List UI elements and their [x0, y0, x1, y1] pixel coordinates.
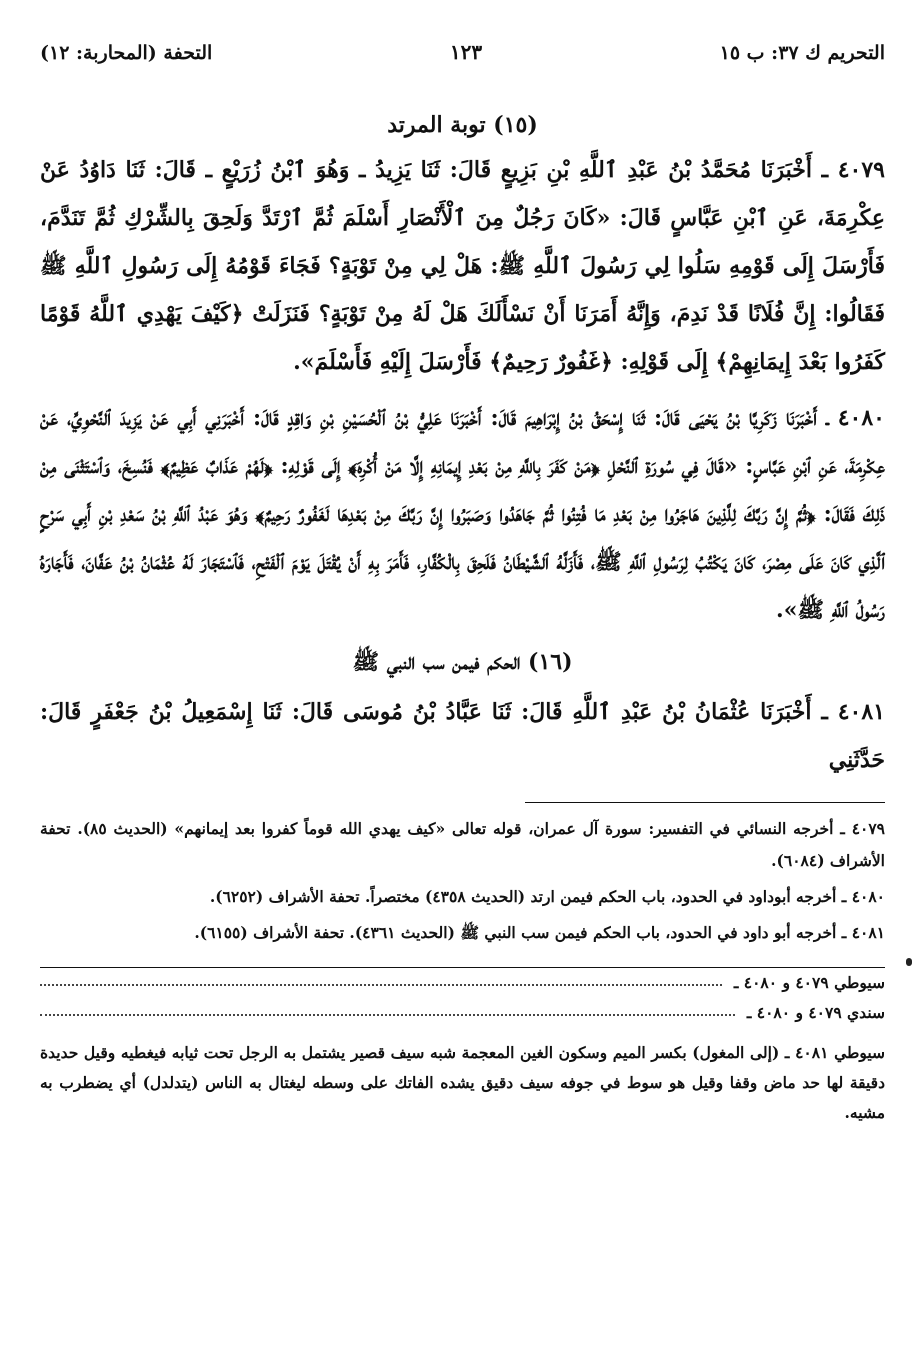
hadith-text: ٤٠٨٠ ـ أَخْبَرَنَا زَكَرِيَّا بْنُ يَحْيَى قَالَ: ثَنَا إِسْحَقُ بْنُ إِبْرَاهِيمَ قَالَ: أَخْبَرَنَا عَلِيُّ بْنُ ٱلْحُسَيْنِ بْنِ وَاقِدٍ قَالَ: أَخْبَرَنِي أَبِي عَنْ يَزِيدَ ٱلنَّحْوِيِّ، عَنْ عِكْرِمَةَ، عَنِ ٱبْنِ عَبَّاسٍ: «قَالَ فِي سُورَةِ ٱلنَّحْلِ ﴿مَنْ كَفَرَ بِاللَّهِ مِنْ بَعْدِ إِيمَانِهِ إِلَّا مَنْ أُكْرِهَ﴾ إِلَى قَوْلِهِ: ﴿لَهُمْ عَذَابٌ عَظِيمٌ﴾ فَنُسِخَ، وَٱسْتَثْنَى مِنْ ذَلِكَ فَقَالَ: ﴿ثُمَّ إِنَّ رَبَّكَ لِلَّذِينَ هَاجَرُوا مِنْ بَعْدِ مَا فُتِنُوا ثُمَّ جَاهَدُوا وَصَبَرُوا إِنَّ رَبَّكَ مِنْ بَعْدِهَا لَغَفُورٌ رَحِيمٌ﴾ وَهُوَ عَبْدُ ٱللَّهِ بْنُ سَعْدِ بْنِ أَبِي سَرْحٍ ٱلَّذِي كَانَ عَلَى مِصْرَ، كَانَ يَكْتُبُ لِرَسُولِ ٱللَّهِ ﷺ، فَأَزَلَّهُ ٱلشَّيْطَانُ فَلَحِقَ بِالْكُفَّارِ، فَأَمَرَ بِهِ أَنْ يُقْتَلَ يَوْمَ ٱلْفَتْحِ، فَٱسْتَجَارَ لَهُ عُثْمَانُ بْنُ عَفَّانَ، فَأَجَارَهُ رَسُولُ ٱللَّهِ ﷺ».: [40, 405, 885, 623]
commentary-ref: [40, 968, 885, 998]
margin-mark: [906, 958, 912, 966]
page-header: [40, 40, 885, 74]
dotted-leader: [40, 968, 722, 986]
header-chapter-ref: التحريم ك ٣٧: ب ١٥: [719, 42, 885, 64]
commentary-note: سيوطي ٤٠٨١ ـ (إلى المغول) بكسر الميم وسكون الغين المعجمة شبه سيف قصير يشتمل به الرجل تحت ثيابه فيغطيه وقيل حديدة دقيقة لها حد ماض وقفا وقيل هو سوط في جوفه سيف دقيق يشده الفاتك على وسطه ليغتال به الناس (يتدلدل) أي يضطرب به مشيه.: [40, 1043, 885, 1122]
hadith-text: ٤٠٧٩ ـ أَخْبَرَنَا مُحَمَّدُ بْنُ عَبْدِ ٱللَّهِ بْنِ بَزِيعٍ قَالَ: ثَنَا يَزِيدُ ـ وَهُوَ ٱبْنُ زُرَيْعٍ ـ قَالَ: ثَنَا دَاوُدُ عَنْ عِكْرِمَةَ، عَنِ ٱبْنِ عَبَّاسٍ قَالَ: «كَانَ رَجُلٌ مِنَ ٱلْأَنْصَارِ أَسْلَمَ ثُمَّ ٱرْتَدَّ وَلَحِقَ بِالشِّرْكِ ثُمَّ تَنَدَّمَ، فَأَرْسَلَ إِلَى قَوْمِهِ سَلُوا لِي رَسُولَ ٱللَّهِ ﷺ: هَلْ لِي مِنْ تَوْبَةٍ؟ فَجَاءَ قَوْمُهُ إِلَى رَسُولِ ٱللَّهِ ﷺ فَقَالُوا: إِنَّ فُلَانًا قَدْ نَدِمَ، وَإِنَّهُ أَمَرَنَا أَنْ نَسْأَلَكَ هَلْ لَهُ مِنْ تَوْبَةٍ؟ فَنَزَلَتْ ﴿كَيْفَ يَهْدِي ٱللَّهُ قَوْمًا كَفَرُوا بَعْدَ إِيمَانِهِمْ﴾ إِلَى قَوْلِهِ: ﴿غَفُورٌ رَحِيمٌ﴾ فَأَرْسَلَ إِلَيْهِ فَأَسْلَمَ».: [40, 157, 885, 375]
section-title: (١٦) الحكم فيمن سب النبي ﷺ: [352, 649, 573, 675]
commentary-ref: [40, 998, 885, 1028]
commentary-ref-label: سيوطي ٤٠٧٩ و ٤٠٨٠ ـ: [733, 973, 885, 992]
section-title: (١٥) توبة المرتد: [387, 112, 538, 138]
footnotes: [40, 813, 885, 949]
book-page: [40, 40, 885, 1144]
footnote: ٤٠٧٩ ـ أخرجه النسائي في التفسير: سورة آل عمران، قوله تعالى «كيف يهدي الله قوماً كفروا بعد إيمانهم» (الحديث ٨٥). تحفة الأشراف (٦٠٨٤).: [40, 819, 885, 870]
header-tuhfa-ref: التحفة (المحاربة: ١٢): [40, 42, 213, 64]
footnote: ٤٠٨١ ـ أخرجه أبو داود في الحدود، باب الحكم فيمن سب النبي ﷺ (الحديث ٤٣٦١). تحفة الأشراف (٦١٥٥).: [194, 923, 885, 942]
footnote: ٤٠٨٠ ـ أخرجه أبوداود في الحدود، باب الحكم فيمن ارتد (الحديث ٤٣٥٨) مختصراً. تحفة الأشراف (٦٢٥٢).: [209, 887, 885, 906]
footnote-divider: [525, 802, 885, 803]
dotted-leader: [40, 998, 735, 1016]
commentary-ref-label: سندي ٤٠٧٩ و ٤٠٨٠ ـ: [746, 1003, 885, 1022]
hadith-text: ٤٠٨١ ـ أَخْبَرَنَا عُثْمَانُ بْنُ عَبْدِ ٱللَّهِ قَالَ: ثَنَا عَبَّادُ بْنُ مُوسَى قَالَ: ثَنَا إِسْمَعِيلُ بْنُ جَعْفَرٍ قَالَ: حَدَّثَنِي: [40, 699, 885, 773]
page-number: ١٢٣: [449, 40, 483, 64]
